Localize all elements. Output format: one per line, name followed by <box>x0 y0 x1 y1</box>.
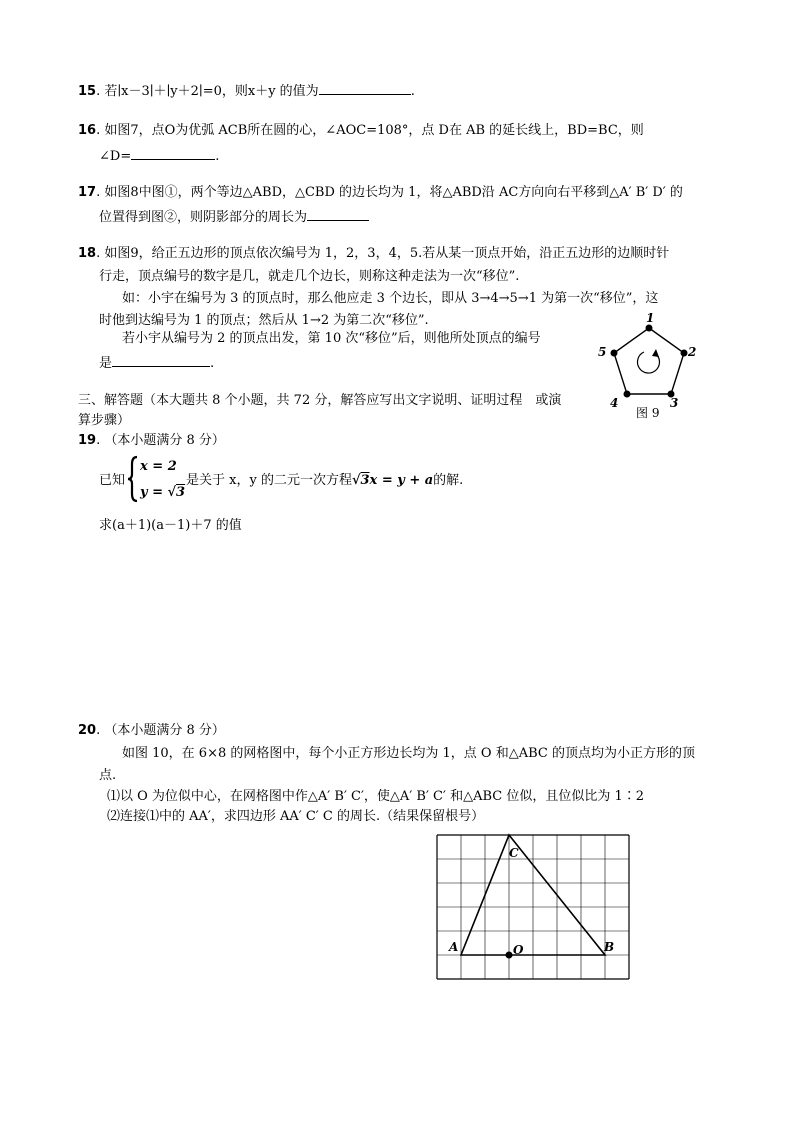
point-O-dot <box>506 952 513 959</box>
equation-rest: x = y + a <box>369 473 434 488</box>
question-number: 15 <box>78 84 97 99</box>
question-20-line2: 点. <box>99 768 117 783</box>
vertex-dot-4 <box>624 391 631 398</box>
question-19-header <box>78 432 225 450</box>
vertex-dot-1 <box>646 325 653 332</box>
punctuation: . <box>210 356 215 371</box>
question-18-line5 <box>122 330 541 348</box>
pentagon-shape <box>614 328 684 394</box>
point-label-A: A <box>449 940 459 954</box>
question-text: . 如图8中图①，两个等边△ABD，△CBD 的边长均为 1，将△ABD沿 AC方向向右平移到△A′ B′ D′ 的 <box>96 185 683 200</box>
question-header: . （本小题满分 8 分） <box>96 723 225 738</box>
section-3-heading-line1: 三、解答题（本大题共 8 个小题，共 72 分，解答应写出文字说明、证明过程 或演 <box>78 393 562 408</box>
question-20-sub1: ⑴以 O 为位似中心，在网格图中作△A′ B′ C′，使△A′ B′ C′ 和△ABC 位似，且位似比为 1∶2 <box>107 789 644 804</box>
question-18-line6 <box>99 352 214 373</box>
question-text: 是 <box>99 356 113 371</box>
question-text: 如：小宇在编号为 3 的顶点时，那么他应走 3 个边长，即从 3→4→5→1 为第一次“移位”，这 <box>122 291 659 306</box>
question-number: 19 <box>78 433 97 448</box>
question-text: 时他到达编号为 1 的顶点；然后从 1→2 为第二次“移位”. <box>99 313 429 328</box>
question-20-sub2: ⑵连接⑴中的 AA′，求四边形 AA′ C′ C 的周长.（结果保留根号） <box>107 809 485 824</box>
question-16-line2 <box>99 145 219 166</box>
question-text: 是关于 x，y 的二元一次方程 <box>186 473 352 488</box>
q19-prefix: 已知 <box>99 473 126 488</box>
point-label-B: B <box>604 940 615 954</box>
vertex-label-1: 1 <box>646 311 655 325</box>
point-label-O: O <box>513 943 524 957</box>
radicand: 3 <box>176 485 186 500</box>
question-16-line1 <box>78 122 644 140</box>
question-number: 16 <box>78 123 97 138</box>
question-18-line3 <box>122 290 658 308</box>
question-text: . 若∣x－3∣＋∣y＋2∣=0，则x＋y 的值为 <box>96 84 319 99</box>
question-header: . （本小题满分 8 分） <box>96 433 225 448</box>
question-text: 行走，顶点编号的数字是几，就走几个边长，则称这种走法为一次“移位”. <box>99 269 520 284</box>
question-18-line1 <box>78 245 669 263</box>
vertex-dot-2 <box>681 350 688 357</box>
vertex-label-3: 3 <box>670 396 679 410</box>
point-label-C: C <box>509 846 519 860</box>
question-18-line4 <box>99 312 429 330</box>
answer-blank[interactable] <box>319 80 411 95</box>
question-number: 20 <box>78 723 97 738</box>
question-text: 的解. <box>433 473 464 488</box>
sqrt-icon: √ <box>351 473 361 488</box>
q19-ask: 求(a＋1)(a－1)＋7 的值 <box>99 518 242 533</box>
radicand: 3 <box>360 473 370 488</box>
question-15 <box>78 80 415 101</box>
vertex-dot-5 <box>611 350 618 357</box>
section-3-heading-line2: 算步骤） <box>78 413 131 428</box>
question-number: 18 <box>78 246 97 261</box>
question-18-line2 <box>99 268 519 286</box>
equation <box>352 473 433 488</box>
answer-blank[interactable] <box>112 352 210 367</box>
punctuation: . <box>215 149 220 164</box>
question-text: . 如图9，给正五边形的顶点依次编号为 1，2，3，4，5.若从某一顶点开始，沿正五边形的边顺时针 <box>96 246 670 261</box>
figure-10-grid <box>436 834 630 962</box>
system-eq1: x = 2 <box>140 459 177 474</box>
question-text: . 如图7，点O为优弧 ACB所在圆的心，∠AOC=108°，点 D在 AB 的延长线上，BD=BC，则 <box>96 123 644 138</box>
vertex-label-4: 4 <box>610 396 619 410</box>
system-brace-icon <box>127 456 139 502</box>
question-20-header <box>78 722 225 740</box>
q19-middle <box>186 472 463 490</box>
punctuation: . <box>410 84 415 99</box>
answer-blank[interactable] <box>131 145 215 160</box>
question-text: 若小宇从编号为 2 的顶点出发，第 10 次“移位”后，则他所处顶点的编号 <box>122 331 541 346</box>
eq2-lhs: y = <box>140 485 168 500</box>
question-20-line1: 如图 10，在 6×8 的网格图中，每个小正方形边长均为 1，点 O 和△ABC 的顶点均为小正方形的顶 <box>122 746 695 761</box>
arrow-head-icon <box>652 349 659 357</box>
question-17-line2 <box>99 206 369 227</box>
figure-9-caption: 图 9 <box>636 406 660 420</box>
sqrt-icon: √ <box>167 485 177 500</box>
answer-blank[interactable] <box>307 206 369 221</box>
question-number: 17 <box>78 185 97 200</box>
vertex-label-2: 2 <box>688 345 697 359</box>
vertex-label-5: 5 <box>598 345 607 359</box>
question-text: ∠D= <box>99 149 132 164</box>
system-eq2 <box>140 484 185 502</box>
question-text: 位置得到图②，则阴影部分的周长为 <box>99 210 308 225</box>
question-17-line1 <box>78 184 683 202</box>
